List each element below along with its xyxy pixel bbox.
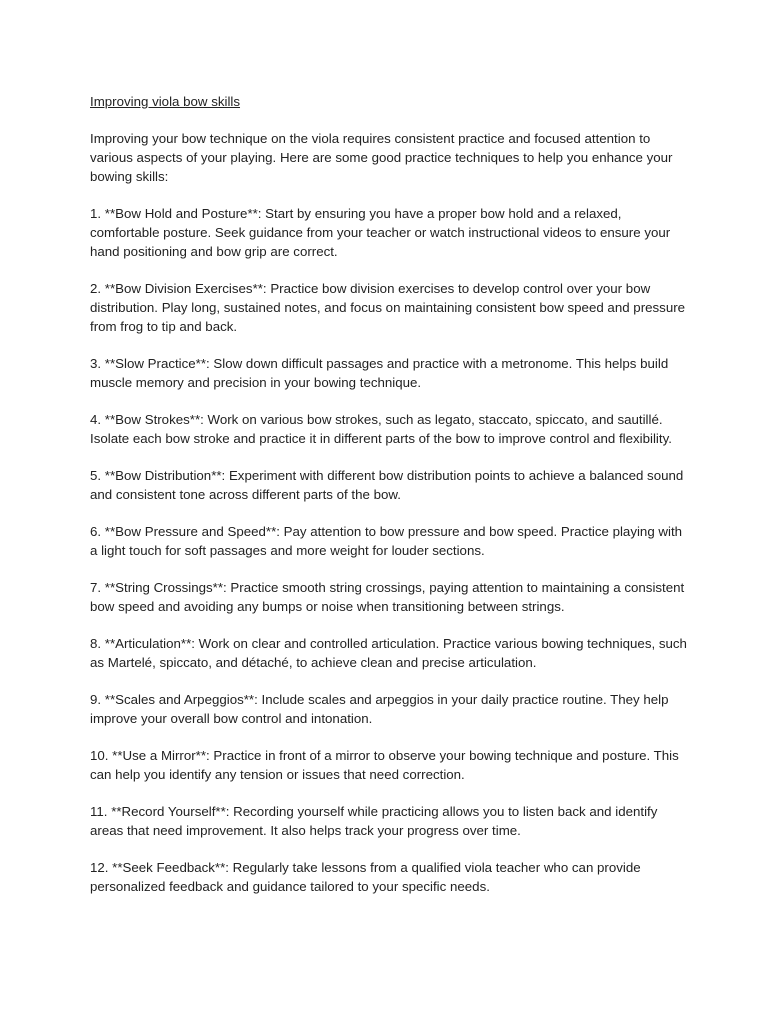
list-item: 10. **Use a Mirror**: Practice in front of a mirror to observe your bowing technique and posture. This can help you identify any tension or issues that need correction. — [90, 748, 679, 782]
list-item: 7. **String Crossings**: Practice smooth string crossings, paying attention to maintaining a consistent bow speed and avoiding any bumps or noise when transitioning between strings. — [90, 580, 685, 614]
list-item: 4. **Bow Strokes**: Work on various bow strokes, such as legato, staccato, spiccato, and sautillé. Isolate each bow stroke and practice it in different parts of the bow to improve control and flexibility. — [90, 412, 672, 446]
list-item: 8. **Articulation**: Work on clear and controlled articulation. Practice various bowing techniques, such as Martelé, spiccato, and détaché, to achieve clean and precise articulation. — [90, 636, 687, 670]
list-item: 6. **Bow Pressure and Speed**: Pay attention to bow pressure and bow speed. Practice playing with a light touch for soft passages and more weight for louder sections. — [90, 524, 683, 558]
intro-paragraph: Improving your bow technique on the viola requires consistent practice and focused attention to various aspects of your playing. Here are some good practice techniques to help you enhance your bowing skills: — [90, 131, 673, 184]
list-item: 1. **Bow Hold and Posture**: Start by ensuring you have a proper bow hold and a relaxed, comfortable posture. Seek guidance from your teacher or watch instructional videos to ensure your hand positioning and bow grip are correct. — [90, 206, 671, 259]
list-item: 12. **Seek Feedback**: Regularly take lessons from a qualified viola teacher who can provide personalized feedback and guidance tailored to your specific needs. — [90, 860, 641, 894]
list-item: 9. **Scales and Arpeggios**: Include scales and arpeggios in your daily practice routine. They help improve your overall bow control and intonation. — [90, 692, 669, 726]
document-title: Improving viola bow skills — [90, 94, 241, 109]
list-item: 5. **Bow Distribution**: Experiment with different bow distribution points to achieve a balanced sound and consistent tone across different parts of the bow. — [90, 468, 684, 502]
list-item: 2. **Bow Division Exercises**: Practice bow division exercises to develop control over your bow distribution. Play long, sustained notes, and focus on maintaining consistent bow speed and pressure from frog to tip and back. — [90, 281, 686, 334]
document-page — [90, 92, 690, 914]
list-item: 3. **Slow Practice**: Slow down difficult passages and practice with a metronome. This helps build muscle memory and precision in your bowing technique. — [90, 356, 669, 390]
list-item: 11. **Record Yourself**: Recording yourself while practicing allows you to listen back and identify areas that need improvement. It also helps track your progress over time. — [90, 804, 658, 838]
